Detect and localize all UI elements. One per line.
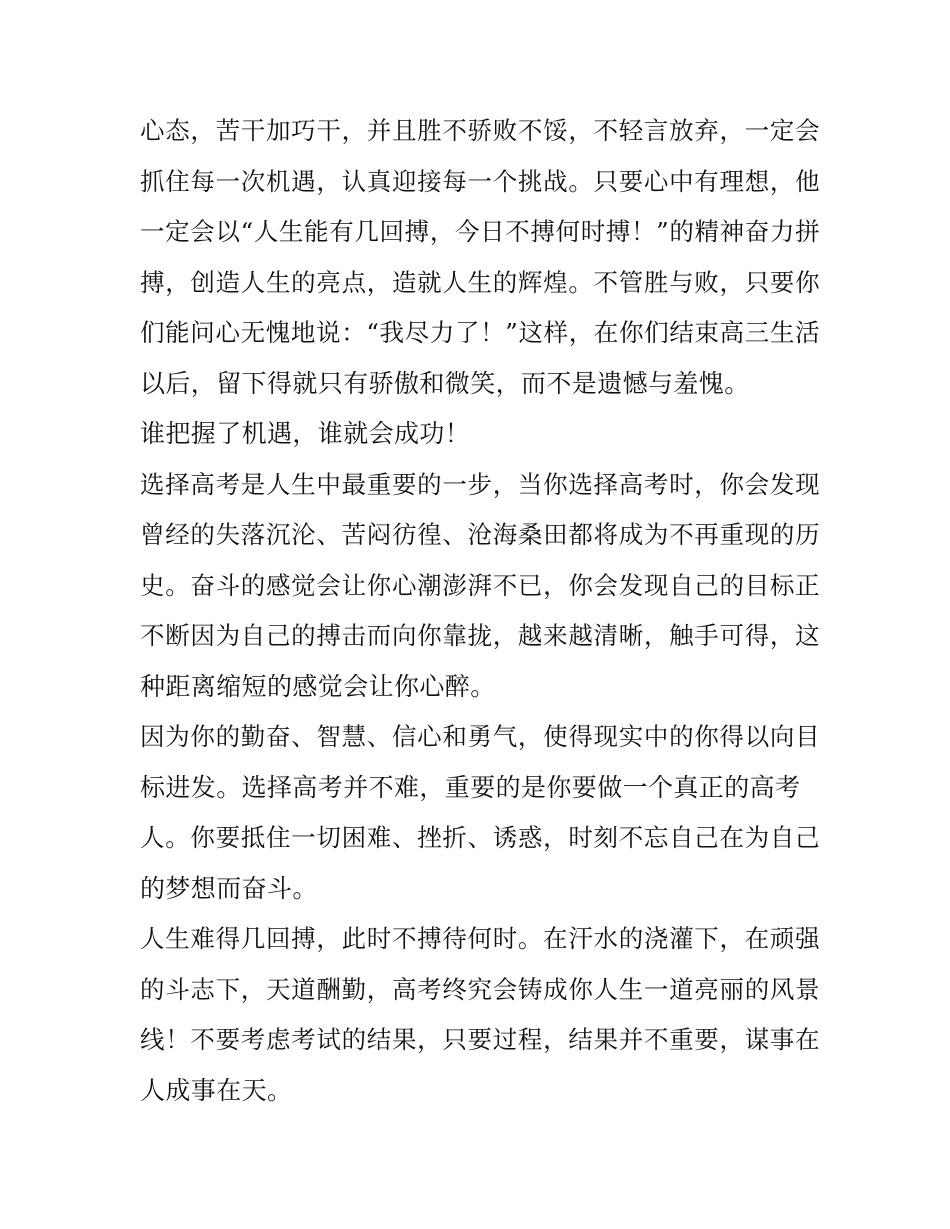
text-line: 线！不要考虑考试的结果，只要过程，结果并不重要，谋事在: [140, 1025, 820, 1054]
text-line: 的斗志下，天道酬勤，高考终究会铸成你人生一道亮丽的风景: [140, 974, 820, 1004]
text-line: 曾经的失落沉沦、苦闷彷徨、沧海桑田都将成为不再重现的历: [140, 520, 820, 549]
text-line: 心态，苦干加巧干，并且胜不骄败不馁，不轻言放弃，一定会: [140, 116, 820, 145]
text-line: 史。奋斗的感觉会让你心潮澎湃不已，你会发现自己的目标正: [140, 570, 820, 600]
text-line: 以后，留下得就只有骄傲和微笑，而不是遗憾与羞愧。: [140, 368, 750, 398]
text-line: 抓住每一次机遇，认真迎接每一个挑战。只要心中有理想，他: [140, 166, 820, 196]
text-line: 谁把握了机遇，谁就会成功！: [140, 419, 471, 448]
text-line: 人生难得几回搏，此时不搏待何时。在汗水的浇灌下，在顽强: [140, 924, 820, 953]
body-text: [140, 106, 820, 1116]
text-line: 标进发。选择高考并不难，重要的是你要做一个真正的高考: [140, 772, 801, 802]
text-line: 种距离缩短的感觉会让你心醉。: [140, 671, 496, 701]
text-line: 选择高考是人生中最重要的一步，当你选择高考时，你会发现: [140, 469, 820, 499]
text-line: 人成事在天。: [140, 1075, 293, 1105]
text-line: 搏，创造人生的亮点，造就人生的辉煌。不管胜与败，只要你: [140, 267, 820, 297]
text-line: 不断因为自己的搏击而向你靠拢，越来越清晰，触手可得，这: [140, 621, 820, 650]
text-line: 一定会以“人生能有几回搏，今日不搏何时搏！”的精神奋力拼: [140, 217, 820, 246]
text-line: 的梦想而奋斗。: [140, 873, 318, 903]
text-line: 因为你的勤奋、智慧、信心和勇气，使得现实中的你得以向目: [140, 722, 820, 751]
text-line: 人。你要抵住一切困难、挫折、诱惑，时刻不忘自己在为自己: [140, 823, 820, 852]
text-line: 们能问心无愧地说：“我尽力了！”这样，在你们结束高三生活: [140, 318, 820, 347]
